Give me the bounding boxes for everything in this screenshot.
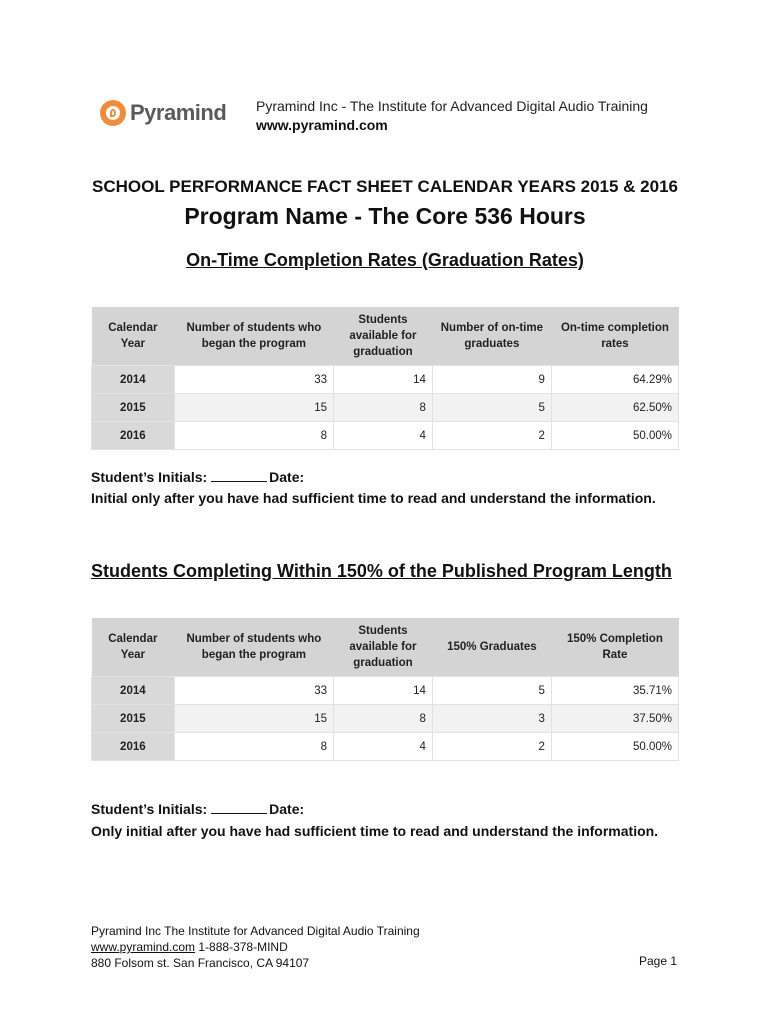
table-cell: 5: [432, 394, 551, 422]
column-header: Calendar Year: [92, 307, 175, 366]
column-header: Number of students who began the program: [174, 307, 333, 366]
table-row: [92, 733, 679, 761]
table-cell: 37.50%: [551, 705, 678, 733]
date-label: Date:: [269, 469, 305, 485]
year-cell: 2014: [92, 677, 175, 705]
column-header: 150% Graduates: [432, 618, 551, 677]
initials-line: [91, 801, 304, 817]
table-cell: 2: [432, 733, 551, 761]
section2-heading: Students Completing Within 150% of the Published Program Length: [91, 561, 672, 581]
initials-blank[interactable]: [211, 469, 267, 482]
table-cell: 8: [174, 422, 333, 450]
column-header: Students available for graduation: [334, 618, 433, 677]
initials-note: Initial only after you have had sufficient time to read and understand the information.: [91, 490, 656, 506]
pyramind-logo-icon: [100, 100, 126, 126]
completion-150-table: [91, 618, 679, 761]
logo-text: Pyramind: [130, 100, 227, 125]
table-cell: 4: [334, 733, 433, 761]
table-cell: 14: [334, 366, 433, 394]
table-cell: 14: [334, 677, 433, 705]
footer-phone: 1-888-378-MIND: [198, 940, 288, 954]
page-number: Page 1: [639, 954, 678, 968]
table-row: [92, 422, 679, 450]
table-header-row: [92, 307, 679, 366]
table-row: [92, 394, 679, 422]
table-cell: 35.71%: [551, 677, 678, 705]
table-cell: 15: [174, 705, 333, 733]
table-row: [92, 366, 679, 394]
table-cell: 5: [432, 677, 551, 705]
header-institute-name: Pyramind Inc - The Institute for Advanced Digital Audio Training: [256, 98, 648, 114]
initials-label: Student’s Initials:: [91, 801, 208, 817]
footer-institute-name: Pyramind Inc The Institute for Advanced Digital Audio Training: [91, 924, 420, 938]
initials-blank[interactable]: [211, 801, 267, 814]
year-cell: 2015: [92, 705, 175, 733]
table-cell: 50.00%: [551, 422, 678, 450]
initials-note: Only initial after you have had sufficient time to read and understand the information.: [91, 823, 659, 839]
pyramind-logo: [100, 100, 226, 126]
date-label: Date:: [269, 801, 305, 817]
column-header: 150% Completion Rate: [551, 618, 678, 677]
header-website: www.pyramind.com: [256, 117, 388, 133]
table-cell: 2: [432, 422, 551, 450]
initials-label: Student’s Initials:: [91, 469, 208, 485]
program-name: Program Name - The Core 536 Hours: [184, 203, 586, 229]
footer-website-link[interactable]: www.pyramind.com: [91, 940, 196, 954]
table-cell: 8: [174, 733, 333, 761]
footer-address: 880 Folsom st. San Francisco, CA 94107: [91, 956, 310, 970]
section1-heading: On-Time Completion Rates (Graduation Rates): [186, 250, 584, 270]
table-cell: 33: [174, 366, 333, 394]
year-cell: 2016: [92, 422, 175, 450]
footer: [91, 923, 420, 971]
table-cell: 8: [334, 394, 433, 422]
year-cell: 2014: [92, 366, 175, 394]
table-cell: 33: [174, 677, 333, 705]
initials-line: [91, 469, 304, 485]
column-header: Calendar Year: [92, 618, 175, 677]
table-row: [92, 677, 679, 705]
table-cell: 4: [334, 422, 433, 450]
table-cell: 50.00%: [551, 733, 678, 761]
year-cell: 2015: [92, 394, 175, 422]
table-row: [92, 705, 679, 733]
column-header: On-time completion rates: [551, 307, 678, 366]
table-header-row: [92, 618, 679, 677]
on-time-completion-table: [91, 307, 679, 450]
table-cell: 9: [432, 366, 551, 394]
table-cell: 15: [174, 394, 333, 422]
table-cell: 64.29%: [551, 366, 678, 394]
column-header: Number of on-time graduates: [432, 307, 551, 366]
column-header: Number of students who began the program: [174, 618, 333, 677]
footer-contact: [91, 939, 420, 955]
fact-sheet-title: SCHOOL PERFORMANCE FACT SHEET CALENDAR YEARS 2015 & 2016: [92, 177, 678, 196]
table-cell: 62.50%: [551, 394, 678, 422]
table-cell: 8: [334, 705, 433, 733]
column-header: Students available for graduation: [334, 307, 433, 366]
year-cell: 2016: [92, 733, 175, 761]
table-cell: 3: [432, 705, 551, 733]
